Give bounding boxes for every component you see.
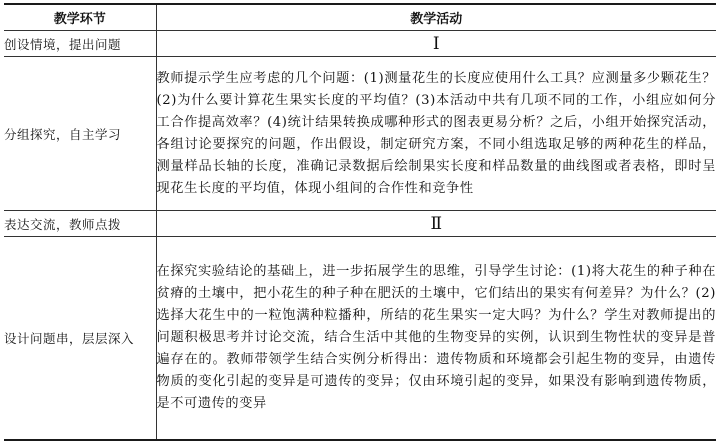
activity-cell: 教师提示学生应考虑的几个问题：(1)测量花生的长度应使用什么工具？应测量多少颗花生？(2)为什么要计算花生果实长度的平均值？(3)本活动中共有几项不同的工作，小组应如何分工合作提高效率？(4)统计结果转换成哪种形式的图表更易分析？之后，小组开始探究活动，各组讨论要探究的问题，作出假设，制定研究方案，不同小组选取足够的两种花生的样品，测量样品长轴的长度，准确记录数据后绘制果实长度和样品数量的曲线图或者表格，即时呈现花生长度的平均值，体现小组间的合作性和竞争性 xyxy=(156,57,716,211)
activity-placeholder-1: Ⅰ xyxy=(156,31,716,57)
stage-cell: 表达交流，教师点拨 xyxy=(4,211,156,237)
lesson-plan-table xyxy=(4,3,716,441)
header-activity: 教学活动 xyxy=(156,4,716,31)
stage-cell: 设计问题串，层层深入 xyxy=(4,237,156,440)
stage-cell: 创设情境，提出问题 xyxy=(4,31,156,57)
table-row xyxy=(4,57,716,211)
activity-placeholder-2: Ⅱ xyxy=(156,211,716,237)
header-stage: 教学环节 xyxy=(4,4,156,31)
table-row xyxy=(4,211,716,237)
table-row xyxy=(4,237,716,440)
activity-cell: 在探究实验结论的基础上，进一步拓展学生的思维，引导学生讨论：(1)将大花生的种子种在贫瘠的土壤中，把小花生的种子种在肥沃的土壤中，它们结出的果实有何差异？为什么？(2)选择大花生中的一粒饱满种粒播种，所结的花生果实一定大吗？为什么？学生对教师提出的问题积极思考并讨论交流，结合生活中其他的生物变异的实例，认识到生物性状的变异是普遍存在的。教师带领学生结合实例分析得出：遗传物质和环境都会引起生物的变异，由遗传物质的变化引起的变异是可遗传的变异；仅由环境引起的变异，如果没有影响到遗传物质，是不可遗传的变异 xyxy=(156,237,716,440)
stage-cell: 分组探究，自主学习 xyxy=(4,57,156,211)
table-row xyxy=(4,31,716,57)
table-header-row xyxy=(4,4,716,31)
